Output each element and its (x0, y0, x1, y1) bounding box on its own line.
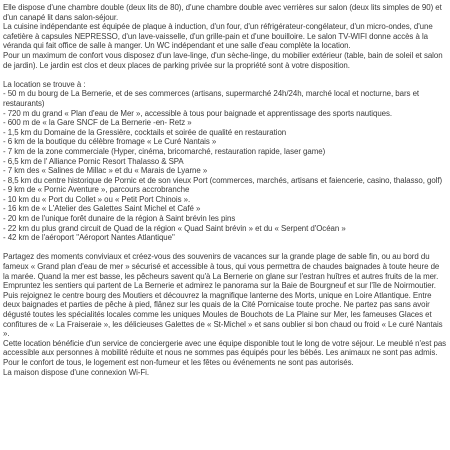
list-item: - 7 km de la zone commerciale (Hyper, cinéma, bricomarché, restauration rapide, laser game) (3, 146, 326, 156)
list-item: - 20 km de l'unique forêt dunaire de la région à Saint brévin les pins (3, 214, 236, 224)
wifi-paragraph: La maison dispose d'une connexion Wi-Fi. (3, 367, 150, 377)
list-item: - 8,5 km du centre historique de Pornic et de son vieux Port (commerces, marchés, artisans et faiencerie, casino, thalasso, golf) (3, 175, 443, 185)
comfort-paragraph: Pour un maximum de confort vous disposez d'un lave-linge, d'un sèche-linge, du mobilier extérieur (table, bain de soleil et salon de jardin). Le jardin est clos et deux places de parking privée sur la propriété sont à votre disposition. (3, 50, 443, 70)
rules-paragraph: Pour le confort de tous, le logement est non-fumeur et les fêtes ou événements ne sont pas autorisés. (3, 357, 354, 367)
list-item: - 600 m de « la Gare SNCF de La Bernerie -en- Retz » (3, 118, 192, 128)
list-item: - 10 km du « Port du Collet » ou « Petit Port Chinois ». (3, 194, 191, 204)
list-item: - 42 km de l'aéroport "Aéroport Nantes Atlantique" (3, 233, 175, 243)
list-item: - 50 m du bourg de La Bernerie, et de ses commerces (artisans, supermarché 24h/24h, marché local et nocturne, bars et restaurants) (3, 89, 420, 108)
spacer (3, 70, 447, 80)
description-text (3, 3, 447, 377)
kitchen-paragraph: La cuisine indépendante est équipée de plaque à induction, d'un four, d'un réfrigérateur-congélateur, d'un micro-ondes, d'une cafetière à capsules NEPRESSO, d'un lave-vaisselle, d'un grille-pain et d'une bouilloire. Le salon TV-WIFI donne accès à la véranda qui fait office de salle à manger. Un WC indépendant et une salle d'eau complète la location. (3, 22, 433, 51)
list-item: - 1,5 km du Domaine de la Gressière, cocktails et soirée de qualité en restauration (3, 127, 287, 137)
activities-paragraph: Partagez des moments conviviaux et créez-vous des souvenirs de vacances sur la grande plage de sable fin, ou au bord du fameux « Grand plan d'eau de mer » sécurisé et accessible à tous, qui vous permettra de chaudes baignades à toute heure de la marée. Quand la mer est basse, les pêcheurs savent qu'à La Bernerie on glane sur l'estran huîtres et autres fruits de la mer. Empruntez les sentiers qui partent de La Bernerie et admirez le panorama sur la Baie de Bourgneuf et sur l'île de Noirmoutier. Puis rejoignez le centre bourg des Moutiers et découvrez la magnifique lanterne des Morts, unique en Loire Atlantique. Entre deux baignades et parties de pêche à pied, flânez sur les quais de la Cité Pornicaise toute proche. Ne partez pas sans avoir dégusté toutes les spécialités locales comme les uniques Moules de Bouchots de La Plaine sur Mer, les fameuses Glaces et confitures de « La Fraiseraie », les délicieuses Galettes de « St-Michel » et sans oublier si bon chaud ou froid « Le curé Nantais ». (3, 252, 443, 339)
spacer (3, 243, 447, 253)
list-item: - 6 km de la boutique du célèbre fromage « Le Curé Nantais » (3, 137, 217, 147)
list-item: - 720 m du grand « Plan d'eau de Mer », accessible à tous pour baignade et apprentissage des sports nautiques. (3, 108, 393, 118)
list-item: - 16 km de « L'Atelier des Galettes Saint Michel et Café » (3, 204, 201, 214)
rooms-paragraph: Elle dispose d'une chambre double (deux lits de 80), d'une chambre double avec verrières sur salon (deux lits simples de 90) et d'un canapé lit dans salon-séjour. (3, 3, 442, 22)
list-item: - 9 km de « Pornic Aventure », parcours accrobranche (3, 185, 190, 195)
list-item: - 22 km du plus grand circuit de Quad de la région « Quad Saint brévin » et du « Serpent d'Océan » (3, 223, 346, 233)
location-heading: La location se trouve à : (3, 79, 86, 89)
list-item: - 7 km des « Salines de Millac » et du « Marais de Lyarne » (3, 166, 208, 176)
list-item: - 6,5 km de l' Alliance Pornic Resort Thalasso & SPA (3, 156, 184, 166)
concierge-paragraph: Cette location bénéficie d'un service de conciergerie avec une équipe disponible tout le long de votre séjour. Le meublé n'est pas accessible aux personnes à mobilité réduite et nous ne sommes pas équipés pour les bébés. Les animaux ne sont pas admis. (3, 338, 447, 358)
location-list (3, 89, 447, 243)
